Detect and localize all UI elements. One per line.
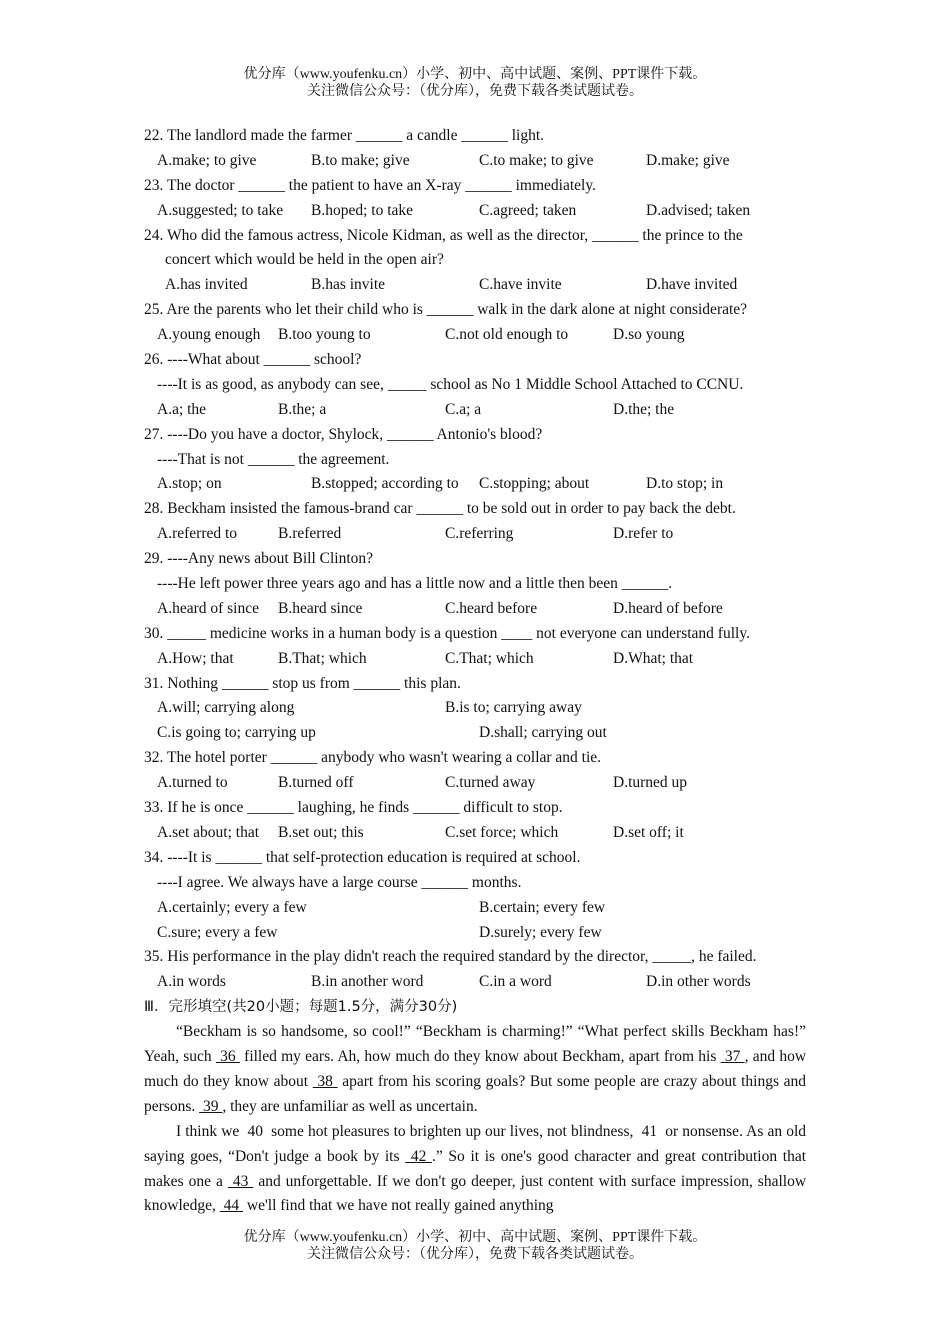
question-24-stem: 24. Who did the famous actress, Nicole Kidman, as well as the director, ______ the prince to the (144, 226, 743, 244)
question-23-stem: 23. The doctor ______ the patient to have an X-ray ______ immediately. (144, 176, 596, 194)
option-c[interactable]: C.have invite (479, 276, 562, 294)
header-line-1: 优分库（www.youfenku.cn）小学、初中、高中试题、案例、PPT课件下载。 (243, 67, 707, 82)
option-a[interactable]: A.How; that (157, 649, 234, 667)
option-b[interactable]: B.in another word (311, 973, 424, 991)
cloze-text: or nonsense. As an old saying goes, “Don't judge a book by its (144, 1122, 807, 1165)
option-c[interactable]: C.to make; to give (479, 151, 594, 169)
question-29-stem: 29. ----Any news about Bill Clinton? (144, 550, 374, 568)
blank-38[interactable]: 38 (317, 1072, 333, 1090)
option-d[interactable]: D.turned up (613, 774, 688, 792)
exam-content (144, 124, 806, 1219)
question-27-stem: 27. ----Do you have a doctor, Shylock, ______ Antonio's blood? (144, 425, 543, 443)
blank-43[interactable]: 43 (232, 1172, 249, 1190)
blank-37[interactable]: 37 (724, 1047, 741, 1065)
option-c[interactable]: C.a; a (445, 400, 482, 418)
option-c[interactable]: C.sure; every a few (157, 923, 278, 941)
question-29-options (144, 597, 806, 622)
question-25-options (144, 323, 806, 348)
option-d[interactable]: D.surely; every few (479, 923, 602, 941)
option-d[interactable]: D.shall; carrying out (479, 724, 607, 742)
option-a[interactable]: A.has invited (165, 276, 248, 294)
option-d[interactable]: D.refer to (613, 525, 674, 543)
cloze-text: and unforgettable. If we don't go deeper, just content with surface impression, shallow knowledge, (144, 1172, 807, 1215)
cloze-text: apart from his scoring goals? But some people are crazy about things and persons. (144, 1072, 807, 1115)
footer-line-1: 优分库（www.youfenku.cn）小学、初中、高中试题、案例、PPT课件下载。 (243, 1230, 707, 1245)
option-a[interactable]: A.referred to (157, 525, 238, 543)
option-d[interactable]: D.heard of before (613, 599, 723, 617)
option-d[interactable]: D.What; that (613, 649, 694, 667)
question-32-stem: 32. The hotel porter ______ anybody who wasn't wearing a collar and tie. (144, 749, 602, 767)
blank-42[interactable]: 42 (410, 1147, 427, 1165)
cloze-text: , and how much do they know about (144, 1047, 807, 1090)
option-b[interactable]: B.stopped; according to (311, 475, 459, 493)
option-b[interactable]: B.heard since (278, 599, 363, 617)
option-c[interactable]: C.is going to; carrying up (157, 724, 316, 742)
option-b[interactable]: B.set out; this (278, 823, 364, 841)
page-header (0, 66, 950, 100)
header-line-2: 关注微信公众号：（优分库），免费下载各类试题试卷。 (307, 84, 643, 99)
option-d[interactable]: D.the; the (613, 400, 675, 418)
question-22-options (144, 149, 806, 174)
option-b[interactable]: B.hoped; to take (311, 201, 414, 219)
question-35-stem: 35. His performance in the play didn't reach the required standard by the director, _____, he failed. (144, 948, 757, 966)
cloze-text: we'll find that we have not really gained anything (243, 1197, 554, 1215)
question-32-options (144, 771, 806, 796)
footer-line-2: 关注微信公众号：（优分库），免费下载各类试题试卷。 (307, 1247, 643, 1262)
option-a[interactable]: A.stop; on (157, 475, 222, 493)
cloze-text: .” So it is one's good character and great contribution that makes one a (144, 1147, 807, 1190)
blank-36[interactable]: 36 (220, 1047, 236, 1065)
option-b[interactable]: B.the; a (278, 400, 327, 418)
blank-40[interactable]: 40 (247, 1122, 263, 1140)
question-30-options (144, 647, 806, 672)
option-b[interactable]: B.certain; every few (479, 898, 606, 916)
option-a[interactable]: A.suggested; to take (157, 201, 284, 219)
question-35-options (144, 970, 806, 995)
question-22-stem: 22. The landlord made the farmer ______ a candle ______ light. (144, 127, 545, 144)
option-a[interactable]: A.young enough (157, 326, 261, 344)
question-31-options-cd (144, 721, 806, 746)
option-c[interactable]: C.not old enough to (445, 326, 569, 344)
blank-39[interactable]: 39 (202, 1097, 219, 1115)
option-c[interactable]: C.stopping; about (479, 475, 590, 493)
question-23-options (144, 199, 806, 224)
option-a[interactable]: A.heard of since (157, 599, 259, 617)
option-d[interactable]: D.to stop; in (646, 475, 724, 493)
option-a[interactable]: A.certainly; every a few (157, 898, 307, 916)
option-c[interactable]: C.heard before (445, 599, 538, 617)
section-3-heading: Ⅲ．完形填空(共20小题；每题1.5分，满分30分) (144, 999, 458, 1016)
question-25-stem: 25. Are the parents who let their child who is ______ walk in the dark alone at night considerate? (144, 301, 748, 319)
option-b[interactable]: B.is to; carrying away (445, 699, 582, 717)
cloze-text: some hot pleasures to brighten up our lives, not blindness, (267, 1122, 638, 1140)
option-c[interactable]: C.referring (445, 525, 514, 543)
question-34-options-ab (144, 896, 806, 921)
option-a[interactable]: A.make; to give (157, 151, 257, 169)
option-a[interactable]: A.set about; that (157, 823, 260, 841)
question-33-options (144, 821, 806, 846)
option-d[interactable]: D.set off; it (613, 823, 684, 841)
cloze-text: “Beckham is so handsome, so cool!” “Beckham is charming!” “What perfect skills Beckham has!” Yeah, such (144, 1023, 806, 1065)
option-b[interactable]: B.That; which (278, 649, 367, 667)
cloze-paragraph-1 (144, 1020, 806, 1120)
question-24-stem-continued: concert which would be held in the open air? (165, 251, 444, 269)
question-27-options (144, 472, 806, 497)
option-d[interactable]: D.make; give (646, 151, 730, 169)
option-b[interactable]: B.turned off (278, 774, 354, 792)
option-a[interactable]: A.a; the (157, 400, 207, 418)
option-a[interactable]: A.in words (157, 973, 226, 991)
cloze-paragraph-2 (144, 1120, 806, 1220)
question-26-options (144, 398, 806, 423)
option-b[interactable]: B.to make; give (311, 151, 410, 169)
option-c[interactable]: C.in a word (479, 973, 552, 991)
question-30-stem: 30. _____ medicine works in a human body is a question ____ not everyone can understand fully. (144, 624, 750, 642)
question-34-stem-continued: ----I agree. We always have a large course ______ months. (157, 873, 522, 891)
option-a[interactable]: A.will; carrying along (157, 699, 295, 717)
option-b[interactable]: B.referred (278, 525, 342, 543)
question-29-stem-continued: ----He left power three years ago and has a little now and a little then been ______. (157, 575, 673, 593)
option-d[interactable]: D.so young (613, 326, 685, 344)
option-b[interactable]: B.too young to (278, 326, 371, 344)
option-d[interactable]: D.advised; taken (646, 201, 751, 219)
question-24-options (144, 273, 806, 298)
option-c[interactable]: C.set force; which (445, 823, 559, 841)
blank-44[interactable]: 44 (223, 1197, 240, 1215)
question-26-stem-continued: ----It is as good, as anybody can see, _____ school as No 1 Middle School Attached to CCNU. (157, 375, 744, 393)
option-c[interactable]: C.That; which (445, 649, 534, 667)
question-28-stem: 28. Beckham insisted the famous-brand car ______ to be sold out in order to pay back the debt. (144, 500, 736, 518)
option-c[interactable]: C.agreed; taken (479, 201, 577, 219)
cloze-text: I think we (176, 1122, 244, 1140)
option-d[interactable]: D.have invited (646, 276, 738, 294)
option-b[interactable]: B.has invite (311, 276, 386, 294)
page-footer (0, 1229, 950, 1263)
question-34-options-cd (144, 921, 806, 946)
question-28-options (144, 522, 806, 547)
option-c[interactable]: C.turned away (445, 774, 536, 792)
question-31-options-ab (144, 696, 806, 721)
question-31-stem: 31. Nothing ______ stop us from ______ this plan. (144, 674, 461, 692)
question-34-stem: 34. ----It is ______ that self-protection education is required at school. (144, 848, 581, 866)
option-d[interactable]: D.in other words (646, 973, 751, 991)
blank-41[interactable]: 41 (641, 1122, 658, 1140)
option-a[interactable]: A.turned to (157, 774, 228, 792)
question-27-stem-continued: ----That is not ______ the agreement. (157, 450, 390, 468)
cloze-text: , they are unfamiliar as well as uncertain. (222, 1097, 478, 1115)
question-26-stem: 26. ----What about ______ school? (144, 351, 362, 369)
cloze-text: filled my ears. Ah, how much do they know about Beckham, apart from his (239, 1047, 721, 1065)
question-33-stem: 33. If he is once ______ laughing, he finds ______ difficult to stop. (144, 799, 563, 817)
